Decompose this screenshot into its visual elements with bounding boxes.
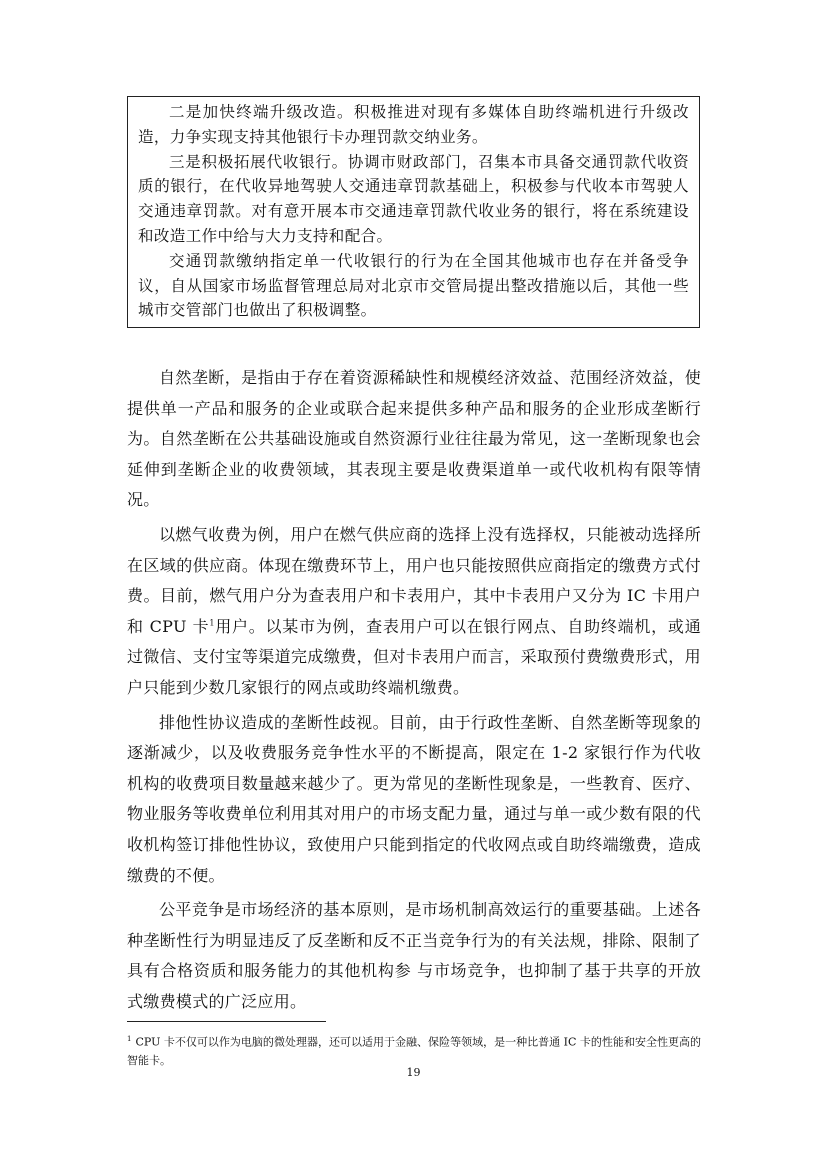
gas-example-text-2: 用户。以某市为例，查表用户可以在银行网点、自助终端机，或通过微信、支付宝等渠道完成缴费，但对卡表用户而言，采取预付费缴费形式，用户只能到少数几家银行的网点或助终端机缴费。: [127, 616, 702, 697]
gas-example-text-1: 以燃气收费为例，用户在燃气供应商的选择上没有选择权，只能被动选择所在区域的供应商。体现在缴费环节上，用户也只能按照供应商指定的缴费方式付费。目前，燃气用户分为查表用户和卡表用户，其中卡表用户又分为 IC 卡用户和 CPU 卡: [127, 524, 701, 636]
body-text: [127, 363, 701, 1021]
footnote-text: CPU 卡不仅可以作为电脑的微处理器，还可以适用于金融、保险等领域，是一种比普通 IC 卡的性能和安全性更高的智能卡。: [127, 1035, 701, 1067]
footnote-marker: 1: [127, 1035, 132, 1043]
paragraph-fair-competition: 公平竞争是市场经济的基本原则，是市场机制高效运行的重要基础。上述各种垄断性行为明显违反了反垄断和反不正当竞争行为的有关法规，排除、限制了具有合格资质和服务能力的其他机构参 与市场竞争，也抑制了基于共享的开放式缴费模式的广泛应用。: [127, 900, 701, 1011]
box-paragraph-2: 三是积极拓展代收银行。协调市财政部门，召集本市具备交通罚款代收资质的银行，在代收异地驾驶人交通违章罚款基础上，积极参与代收本市驾驶人交通违章罚款。对有意开展本市交通违章罚款代收业务的银行，将在系统建设和改造工作中给与大力支持和配合。: [138, 152, 689, 245]
paragraph-natural-monopoly: 自然垄断，是指由于存在着资源稀缺性和规模经济效益、范围经济效益，使提供单一产品和服务的企业或联合起来提供多种产品和服务的企业形成垄断行为。自然垄断在公共基础设施或自然资源行业往往最为常见，这一垄断现象也会延伸到垄断企业的收费领域，其表现主要是收费渠道单一或代收机构有限等情况。: [127, 368, 701, 510]
footnote-divider: [127, 1021, 326, 1022]
paragraph-exclusive-agreements: 排他性协议造成的垄断性歧视。目前，由于行政性垄断、自然垄断等现象的逐渐减少，以及收费服务竞争性水平的不断提高，限定在 1-2 家银行作为代收机构的收费项目数量越来越少了。更为常见的垄断性现象是，一些教育、医疗、物业服务等收费单位利用其对用户的市场支配力量，通过与单一或少数有限的代收机构签订排他性协议，致使用户只能到指定的代收网点或自助终端缴费，造成缴费的不便。: [127, 712, 701, 885]
quoted-text-box: [127, 96, 700, 328]
paragraph-gas-example: [127, 520, 701, 704]
page-number: 19: [406, 1066, 421, 1079]
footnote-reference[interactable]: 1: [209, 618, 215, 628]
box-paragraph-1: 二是加快终端升级改造。积极推进对现有多媒体自助终端机进行升级改造，力争实现支持其他银行卡办理罚款交纳业务。: [138, 103, 689, 146]
footnote: [127, 1030, 701, 1070]
box-paragraph-3: 交通罚款缴纳指定单一代收银行的行为在全国其他城市也存在并备受争议，自从国家市场监督管理总局对北京市交管局提出整改措施以后，其他一些城市交管部门也做出了积极调整。: [138, 251, 689, 320]
